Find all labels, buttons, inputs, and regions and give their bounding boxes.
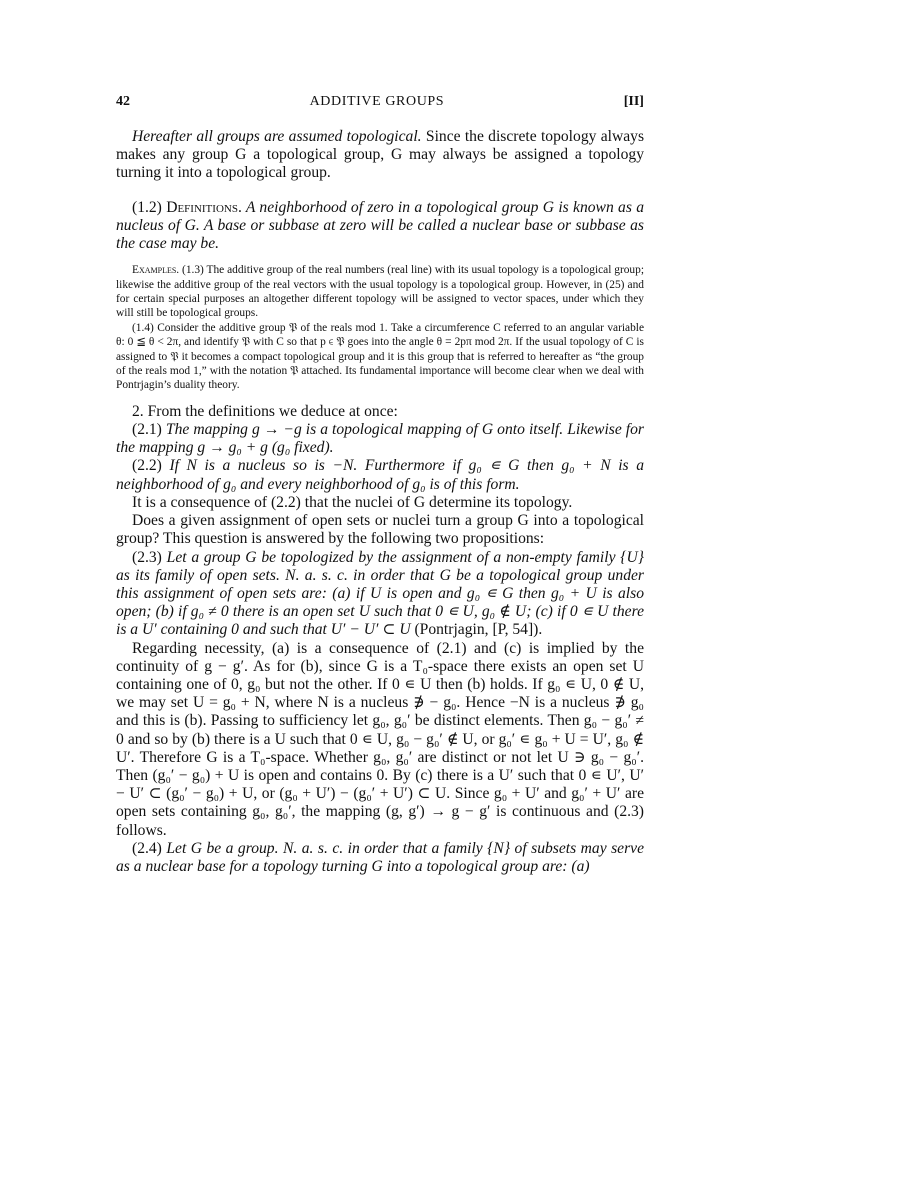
consequence-paragraph: It is a consequence of (2.2) that the nuclei of G determine its topology. — [132, 493, 573, 511]
intro-rest: Since the discrete topology always makes any group G a topological group, G may always be assigned a topology turning it into a topological group. — [116, 128, 645, 182]
proof-paragraph: Regarding necessity, (a) is a consequence of (2.1) and (c) is implied by the continuity of g − g′. As for (b), since G is a T₀-space there exists an open set U containing one of 0, g₀ but not the other. If 0 ∊ U then (b) holds. If g₀ ∊ U, 0 ∉ U, we may set U = g₀ + N, where N is a nucleus ∌ − g₀. Hence −N is a nucleus ∌ g₀ and this is (b). Passing to sufficiency let g₀, g₀′ be distinct elements. Then g₀ − g₀′ ≠ 0 and so by (b) there is a U such that 0 ∊ U, g₀ − g₀′ ∉ U, or g₀′ ∊ g₀ + U = U′, g₀ ∉ U′. Therefore G is a T₀-space. Whether g₀, g₀′ are distinct or not let U ∋ g₀ − g₀′. Then (g₀′ − g₀) + U is open and contains 0. By (c) there is a U′ such that 0 ∊ U′, U′ − U′ ⊂ (g₀′ − g₀) + U, or (g₀ + U′) − (g₀′ + U′) ⊂ U. Since g₀ + U′ and g₀′ + U′ are open sets containing g₀, g₀′, the mapping (g, g′) → g − g′ is continuous and (2.3) follows. — [116, 639, 644, 839]
examples-paragraph-1 — [116, 263, 644, 321]
section-2-intro: 2. From the definitions we deduce at once: — [132, 402, 398, 420]
page-number: 42 — [116, 94, 130, 109]
question-paragraph: Does a given assignment of open sets or nuclei turn a group G into a topological group? This question is answered by the following two propositions: — [116, 512, 644, 548]
proposition-2-3-reference: (Pontrjagin, [P, 54]). — [410, 621, 543, 639]
definitions-number: (1.2) — [132, 198, 167, 216]
definitions-label: Definitions. — [166, 198, 242, 216]
proposition-2-3 — [116, 549, 644, 640]
book-page — [116, 94, 644, 876]
proposition-2-4-number: (2.4) — [132, 839, 167, 857]
proposition-2-3-text: Let a group G be topologized by the assignment of a non-empty family {U} as its family of open sets. N. a. s. c. in order that G be a topological group under this assignment of open sets are: (a) if U is open and g₀ ∊ G then g₀ + U is also open; (b) if g₀ ≠ 0 there is an open set U such that 0 ∊ U, g₀ ∉ U; (c) if 0 ∊ U there is a U′ containing 0 and such that U′ − U′ ⊂ U — [116, 548, 644, 639]
running-title: ADDITIVE GROUPS — [309, 94, 445, 109]
proposition-2-2-text: If N is a nucleus so is −N. Furthermore if g₀ ∊ G then g₀ + N is a neighborhood of g₀ and every neighborhood of g₀ is of this form. — [116, 457, 644, 493]
intro-paragraph — [116, 128, 644, 183]
proposition-2-1-text: The mapping g → −g is a topological mapping of G onto itself. Likewise for the mapping g → g₀ + g (g₀ fixed). — [116, 421, 644, 457]
proposition-2-2 — [116, 457, 644, 493]
proposition-2-2-number: (2.2) — [132, 457, 170, 475]
proposition-2-4-text: Let G be a group. N. a. s. c. in order that a family {N} of subsets may serve as a nuclear base for a topology turning G into a topological group are: (a) — [116, 839, 645, 875]
chapter-label: [II] — [623, 94, 644, 109]
examples-text-1: (1.3) The additive group of the real numbers (real line) with its usual topology is a topological group; likewise the additive group of the real vectors with the usual topology is a topological group. However, in (25) and for certain special purposes an altogether different topology will be assigned to vector spaces, under which they will still be topological groups. — [116, 264, 644, 320]
proposition-2-3-number: (2.3) — [132, 548, 167, 566]
proposition-2-1-number: (2.1) — [132, 421, 166, 439]
examples-paragraph-2: (1.4) Consider the additive group 𝔓 of the reals mod 1. Take a circumference C referred to an angular variable θ: 0 ≦ θ < 2π, and identify 𝔓 with C so that p ∊ 𝔓 goes into the angle θ = 2pπ mod 2π. If the usual topology of C is assigned to 𝔓 it becomes a compact topological group and it is this group that is referred to hereafter as “the group of the reals mod 1,” with the notation 𝔓 attached. Its fundamental importance will become clear when we deal with Pontrjagin’s duality theory. — [116, 321, 644, 392]
running-header — [116, 94, 644, 114]
definitions-text: A neighborhood of zero in a topological group G is known as a nucleus of G. A base or subbase at zero will be called a nuclear base or subbase as the case may be. — [116, 198, 644, 253]
examples-label: Examples. — [132, 264, 180, 277]
proposition-2-1 — [116, 421, 644, 457]
proposition-2-4 — [116, 840, 644, 876]
intro-lead: Hereafter all groups are assumed topological. — [132, 128, 422, 145]
definitions-paragraph — [116, 199, 644, 254]
